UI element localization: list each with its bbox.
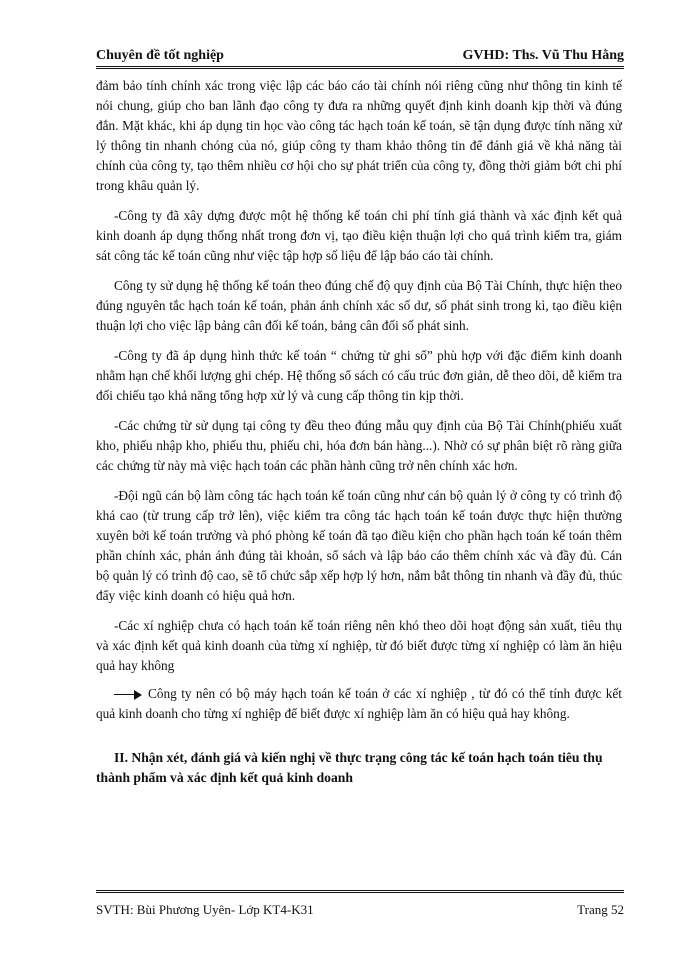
paragraph-7: -Các xí nghiệp chưa có hạch toán kế toán riêng nên khó theo dõi hoạt động sản xuất, tiêu thụ và xác định kết quả kinh doanh của từng xí nghiệp, từ đó biết được từng xí nghiệp có làm ăn hiệu quả hay không (96, 618, 622, 673)
header-rule (96, 66, 624, 69)
header-advisor: GVHD: Ths. Vũ Thu Hằng (462, 48, 624, 63)
page-number: Trang 52 (577, 902, 624, 917)
page-footer (96, 900, 624, 920)
paragraph-6: -Đội ngũ cán bộ làm công tác hạch toán kế toán cũng như cán bộ quản lý ở công ty có trình độ khá cao (từ trung cấp trở lên), việc kiểm tra công tác hạch toán kế toán được thực hiện thường xuyên bởi kế toán trưởng và phó phòng kế toán đã tạo điều kiện cho phần hạch toán kế toán thêm phần chính xác, phản ánh đúng tài khoản, sổ sách và lập báo cáo thêm chính xác và đầy đủ. Cán bộ quản lý có trình độ cao, sẽ tổ chức sắp xếp hợp lý hơn, nắm bắt thông tin nhanh và đầy đủ, thúc đẩy việc kinh doanh có hiệu quả hơn. (96, 488, 622, 603)
paragraph-4: -Công ty đã áp dụng hình thức kế toán “ chứng từ ghi sổ” phù hợp với đặc điểm kinh doanh nhằm hạn chế khối lượng ghi chép. Hệ thống sổ sách có cấu trúc đơn giản, dễ theo dõi, dễ kiểm tra đối chiếu tạo khả năng tổng hợp xử lý và cung cấp thông tin kịp thời. (96, 348, 622, 403)
page-header (96, 40, 624, 64)
section-heading: II. Nhận xét, đánh giá và kiến nghị về thực trạng công tác kế toán hạch toán tiêu thụ thành phẩm và xác định kết quả kinh doanh (96, 750, 603, 785)
page-body (96, 76, 622, 798)
footer-author: SVTH: Bùi Phương Uyên- Lớp KT4-K31 (96, 902, 314, 917)
footer-rule (96, 890, 624, 893)
paragraph-8 (96, 684, 622, 724)
header-title: Chuyên đề tốt nghiệp (96, 48, 224, 63)
paragraph-3: Công ty sử dụng hệ thống kế toán theo đúng chế độ quy định của Bộ Tài Chính, thực hiện theo đúng nguyên tắc hạch toán kế toán, phản ánh chính xác số dư, số phát sinh trong kì, tạo điều kiện thuận lợi cho việc lập bảng cân đối kế toán, bảng cân đối số phát sinh. (96, 278, 622, 333)
paragraph-1: đảm bảo tính chính xác trong việc lập các báo cáo tài chính nói riêng cũng như thông tin kinh tế nói chung, giúp cho ban lãnh đạo công ty đưa ra những quyết định kinh doanh kịp thời và đúng đắn. Mặt khác, khi áp dụng tin học vào công tác hạch toán kế toán, sẽ tận dụng được tính năng xử lý thông tin nhanh chóng của nó, giúp công ty tham khảo thông tin để đánh giá về khả năng tài chính của công ty, tạo thêm nhiều cơ hội cho sự phát triển của công ty, đồng thời giảm bớt chi phí trong khâu quản lý. (96, 78, 622, 193)
paragraph-8-text: Công ty nên có bộ máy hạch toán kế toán ở các xí nghiệp , từ đó có thể tính được kết quả kinh doanh cho từng xí nghiệp để biết được xí nghiệp làm ăn có hiệu quả hay không. (96, 686, 622, 721)
right-arrow-icon (114, 690, 142, 700)
paragraph-2: -Công ty đã xây dựng được một hệ thống kế toán chi phí tính giá thành và xác định kết quả kinh doanh áp dụng thống nhất trong đơn vị, tạo điều kiện thuận lợi cho quá trình kiểm tra, giám sát công tác kế toán cũng như việc tập hợp số liệu để lập báo cáo tài chính. (96, 208, 622, 263)
paragraph-5: -Các chứng từ sử dụng tại công ty đều theo đúng mẫu quy định của Bộ Tài Chính(phiếu xuất kho, phiếu nhập kho, phiếu thu, phiếu chi, hóa đơn bán hàng...). Nhờ có sự phân biệt rõ ràng giữa các chứng từ này mà việc hạch toán các phần hành cũng trở nên chính xác hơn. (96, 418, 622, 473)
